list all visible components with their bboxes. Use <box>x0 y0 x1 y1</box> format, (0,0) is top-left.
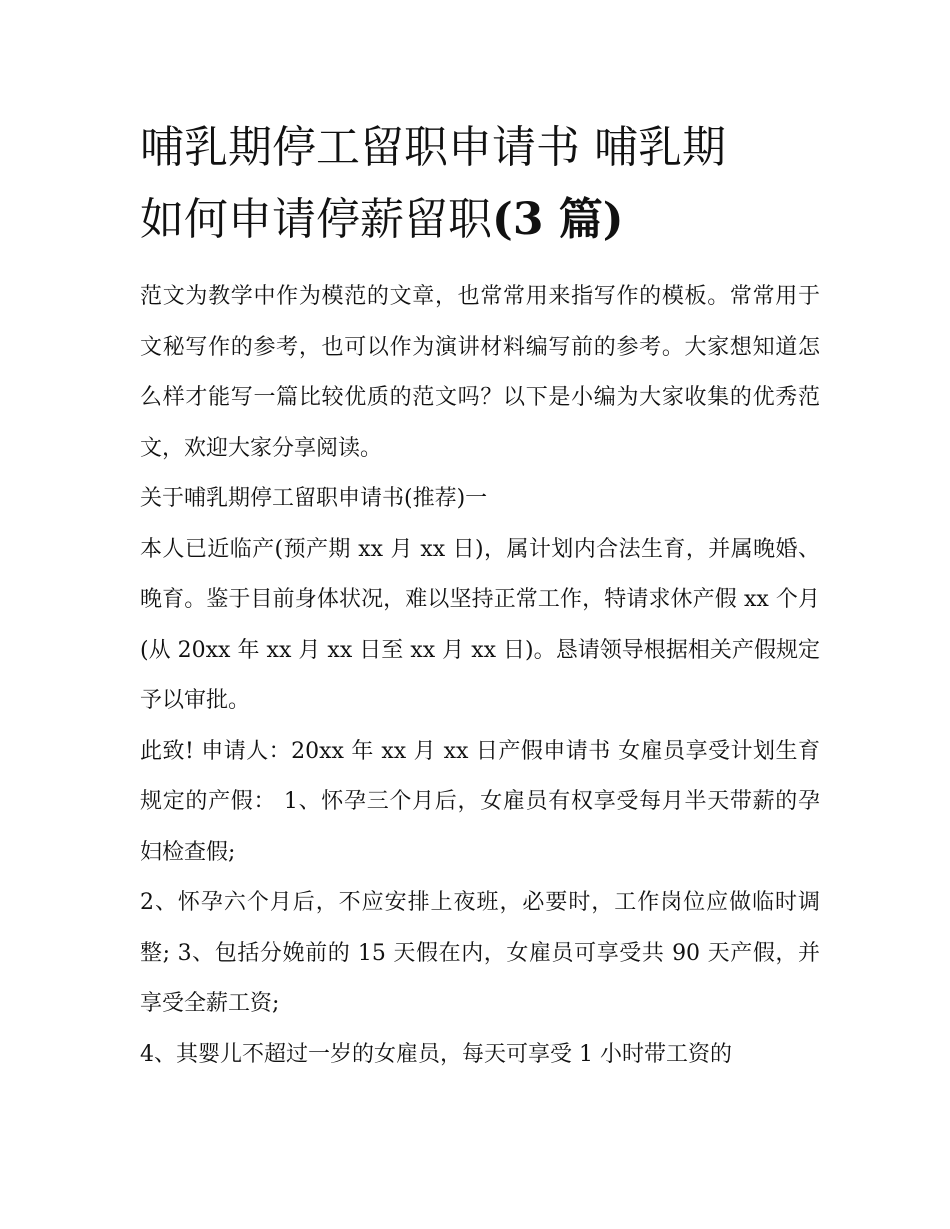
title-line-1: 哺乳期停工留职申请书 哺乳期 <box>140 122 726 173</box>
document-content <box>140 112 820 1080</box>
rule-paragraph-4: 4、其婴儿不超过一岁的女雇员，每天可享受 1 小时带工资的 <box>140 1041 732 1067</box>
closing-paragraph: 此致! 申请人：20xx 年 xx 月 xx 日产假申请书 女雇员享受计划生育规定的产假： 1、怀孕三个月后，女雇员有权享受每月半天带薪的孕妇检查假; <box>140 738 820 865</box>
title-line-2-prefix: 如何申请停薪留职 <box>140 194 492 245</box>
title-line-2-suffix: (3 篇) <box>492 194 624 245</box>
document-body <box>140 272 820 1080</box>
section-heading: 关于哺乳期停工留职申请书(推荐)一 <box>140 486 488 511</box>
intro-paragraph: 范文为教学中作为模范的文章，也常常用来指写作的模板。常常用于文秘写作的参考，也可以作为演讲材料编写前的参考。大家想知道怎么样才能写一篇比较优质的范文吗？以下是小编为大家收集的优秀范文，欢迎大家分享阅读。 <box>140 284 820 461</box>
document-title <box>140 112 820 256</box>
rule-paragraph-2-3: 2、怀孕六个月后，不应安排上夜班，必要时，工作岗位应做临时调整; 3、包括分娩前的 15 天假在内，女雇员可享受共 90 天产假，并享受全薪工资; <box>140 890 820 1016</box>
application-paragraph: 本人已近临产(预产期 xx 月 xx 日)，属计划内合法生育，并属晚婚、晚育。鉴于目前身体状况，难以坚持正常工作，特请求休产假 xx 个月(从 20xx 年 xx 月 xx 日至 xx 月 xx 日)。恳请领导根据相关产假规定予以审批。 <box>140 536 820 713</box>
